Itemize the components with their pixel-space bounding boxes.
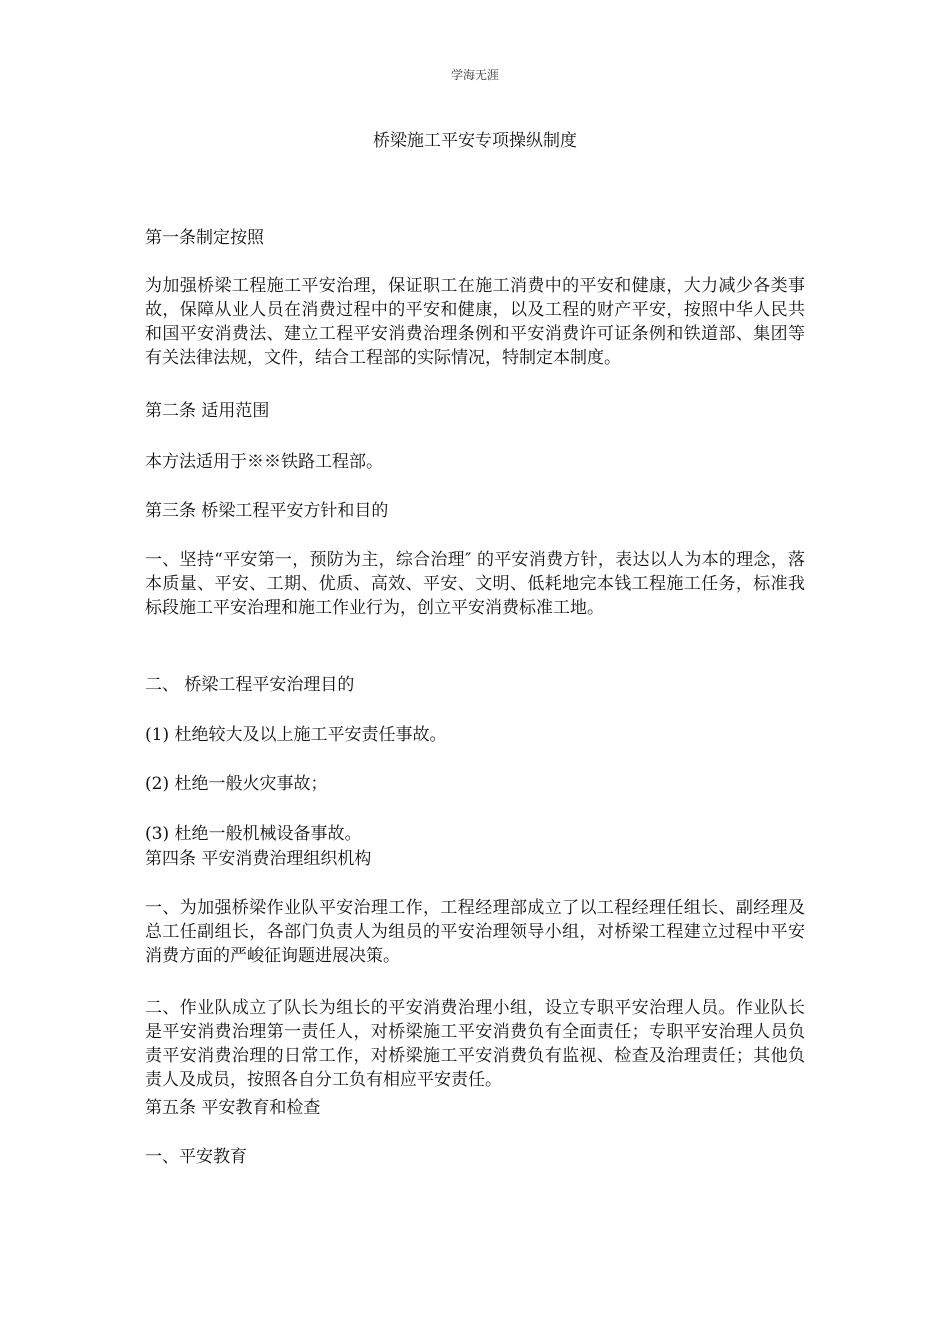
section-3-list-item: (1) 杜绝较大及以上施工平安责任事故。 bbox=[145, 725, 447, 745]
section-3-list-item: (3) 杜绝一般机械设备事故。 bbox=[145, 824, 362, 844]
section-3-heading: 第三条 桥梁工程平安方针和目的 bbox=[145, 501, 389, 521]
section-2-paragraph: 本方法适用于※※铁路工程部。 bbox=[145, 452, 383, 472]
page-header: 学海无涯 bbox=[450, 68, 499, 82]
section-3-paragraph-2: 二、 桥梁工程平安治理目的 bbox=[145, 675, 355, 695]
section-4-paragraph-1: 一、为加强桥梁作业队平安治理工作，工程经理部成立了以工程经理任组长、副经理及总工任副组长，各部门负责人为组员的平安治理领导小组，对桥梁工程建立过程中平安消费方面的严峻征询题进展决策。 bbox=[145, 898, 805, 966]
section-3-paragraph-1: 一、坚持“平安第一，预防为主，综合治理″ 的平安消费方针，表达以人为本的理念，落本质量、平安、工期、优质、高效、平安、文明、低耗地完本钱工程施工任务，标准我标段施工平安治理和施工作业行为，创立平安消费标准工地。 bbox=[145, 550, 805, 618]
document-title: 桥梁施工平安专项操纵制度 bbox=[373, 131, 577, 151]
section-2-heading: 第二条 适用范围 bbox=[145, 401, 270, 421]
section-1-heading: 第一条制定按照 bbox=[145, 228, 264, 248]
section-5-paragraph-1: 一、平安教育 bbox=[145, 1147, 247, 1167]
section-4-paragraph-2: 二、作业队成立了队长为组长的平安消费治理小组，设立专职平安治理人员。作业队长是平安消费治理第一责任人，对桥梁施工平安消费负有全面责任；专职平安治理人员负责平安消费治理的日常工作，对桥梁施工平安消费负有监视、检查及治理责任；其他负责人及成员，按照各自分工负有相应平安责任。 bbox=[145, 998, 805, 1090]
section-3-list-item: (2) 杜绝一般火灾事故； bbox=[145, 774, 328, 794]
section-5-heading: 第五条 平安教育和检查 bbox=[145, 1098, 321, 1118]
section-1-paragraph: 为加强桥梁工程施工平安治理，保证职工在施工消费中的平安和健康，大力减少各类事故，保障从业人员在消费过程中的平安和健康，以及工程的财产平安，按照中华人民共和国平安消费法、建立工程平安消费治理条例和平安消费许可证条例和铁道部、集团等有关法律法规，文件，结合工程部的实际情况，特制定本制度。 bbox=[145, 276, 805, 368]
section-4-heading: 第四条 平安消费治理组织机构 bbox=[145, 849, 372, 869]
